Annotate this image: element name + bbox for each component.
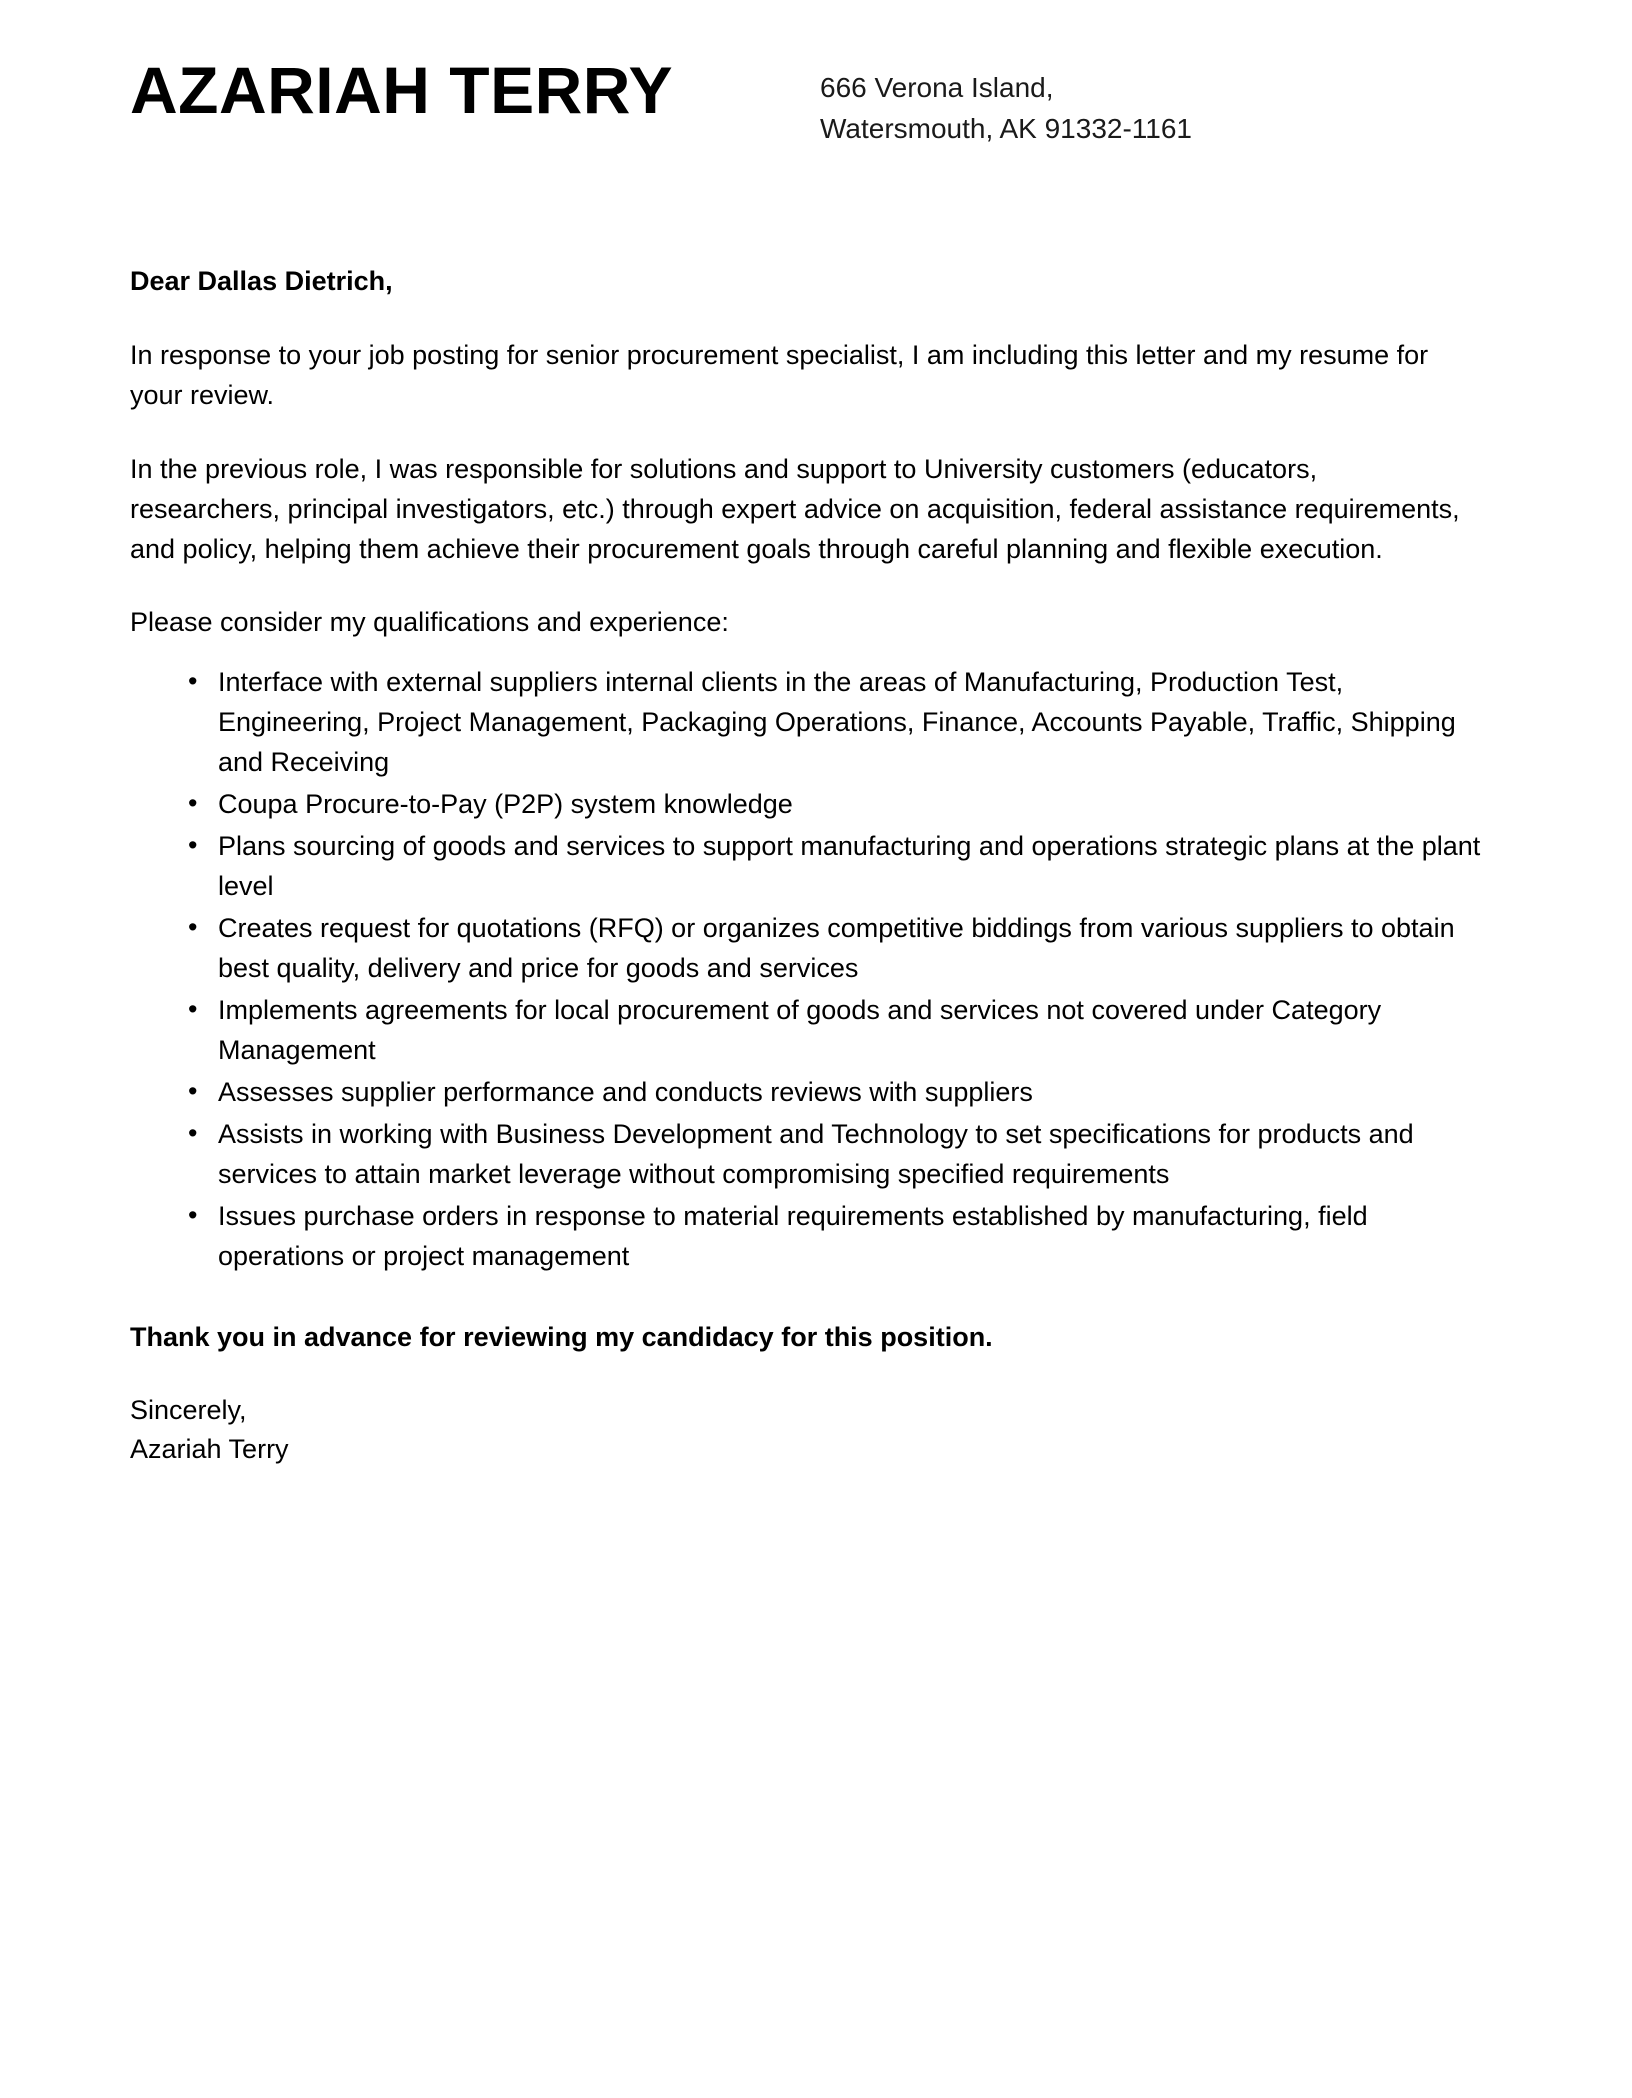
list-item: • Plans sourcing of goods and services to support manufacturing and operations strategic plans at the plant level <box>188 827 1492 907</box>
thank-you-line: Thank you in advance for reviewing my candidacy for this position. <box>130 1321 993 1352</box>
name-block <box>130 53 820 127</box>
address-line-2: Watersmouth, AK 91332-1161 <box>820 112 1192 144</box>
signature-name: Azariah Terry <box>130 1434 289 1465</box>
page-content <box>130 0 1502 1469</box>
list-item: • Implements agreements for local procurement of goods and services not covered under Category Management <box>188 991 1492 1071</box>
candidate-name: AZARIAH TERRY <box>130 53 674 127</box>
letter-body <box>130 149 1492 1469</box>
list-item: • Issues purchase orders in response to material requirements established by manufacturing, field operations or project management <box>188 1197 1492 1277</box>
list-item: • Interface with external suppliers internal clients in the areas of Manufacturing, Production Test, Engineering, Project Management, Packaging Operations, Finance, Accounts Payable, Traffic, Shipping and Receiving <box>188 663 1492 783</box>
list-item: • Assesses supplier performance and conducts reviews with suppliers <box>188 1073 1492 1113</box>
address-block <box>820 56 1192 149</box>
qualifications-lead-in: Please consider my qualifications and experience: <box>130 607 729 638</box>
list-item: • Coupa Procure-to-Pay (P2P) system knowledge <box>188 785 1492 825</box>
list-item: • Creates request for quotations (RFQ) or organizes competitive biddings from various suppliers to obtain best quality, delivery and price for goods and services <box>188 909 1492 989</box>
body-paragraph-2: In the previous role, I was responsible for solutions and support to University customers (educators, researchers, principal investigators, etc.) through expert advice on acquisition, federal assistance requirements, and policy, helping them achieve their procurement goals through careful planning and flexible execution. <box>130 453 1460 564</box>
qualifications-list <box>130 663 1492 1276</box>
list-item: • Assists in working with Business Development and Technology to set specifications for products and services to attain market leverage without compromising specified requirements <box>188 1115 1492 1195</box>
sign-off: Sincerely, <box>130 1395 247 1426</box>
address-line-1: 666 Verona Island, <box>820 72 1054 103</box>
salutation: Dear Dallas Dietrich, <box>130 266 393 297</box>
signature-block <box>130 1391 1492 1469</box>
letterhead <box>130 0 1502 149</box>
body-paragraph-1: In response to your job posting for senior procurement specialist, I am including this letter and my resume for your review. <box>130 339 1429 410</box>
